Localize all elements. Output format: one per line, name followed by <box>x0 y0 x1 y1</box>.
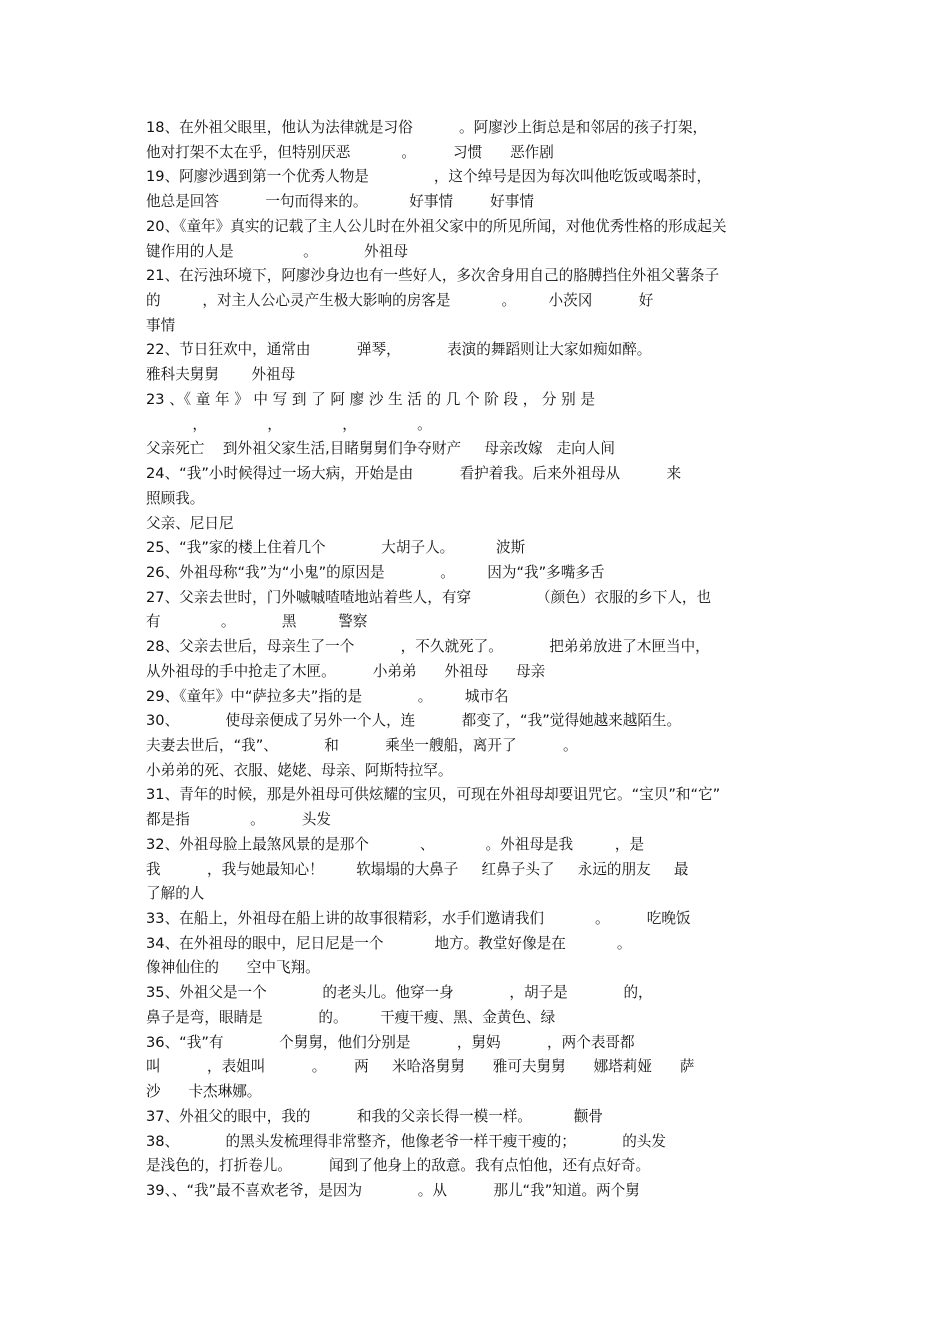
text-line: 37、外祖父的眼中，我的 和我的父亲长得一模一样。 颧骨 <box>146 1108 603 1125</box>
text-line: 他对打架不太在乎，但特别厌恶 。 习惯 恶作剧 <box>146 144 554 161</box>
text-line: 夫妻去世后，“我”、 和 乘坐一艘船，离开了 。 <box>146 737 578 754</box>
text-line: 父亲、尼日尼 <box>146 515 234 532</box>
text-line: 20、《童年》真实的记载了主人公儿时在外祖父家中的所见所闻，对他优秀性格的形成起关 <box>146 218 727 235</box>
text-line: 38、 的黑头发梳理得非常整齐，他像老爷一样干瘦干瘦的； 的头发 <box>146 1133 666 1150</box>
text-line: 36、“我”有 个舅舅，他们分别是 ，舅妈 ，两个表哥都 <box>146 1034 635 1051</box>
text-line: 事情 <box>146 317 176 334</box>
text-line: 键作用的人是 。 外祖母 <box>146 243 408 260</box>
text-line: 他总是回答 一句而得来的。 好事情 好事情 <box>146 193 534 210</box>
text-line: 22、节日狂欢中，通常由 弹琴， 表演的舞蹈则让大家如痴如醉。 <box>146 341 652 358</box>
text-line: 了解的人 <box>146 885 205 902</box>
text-line: 雅科夫舅舅 外祖母 <box>146 366 296 383</box>
text-line: 18、在外祖父眼里，他认为法律就是习俗 。阿廖沙上街总是和邻居的孩子打架， <box>146 119 708 136</box>
text-line: 21、在污浊环境下，阿廖沙身边也有一些好人，多次舍身用自己的胳膊挡住外祖父薯条子 <box>146 267 720 284</box>
text-line: 19、阿廖沙遇到第一个优秀人物是 ，这个绰号是因为每次叫他吃饭或喝茶时， <box>146 168 712 185</box>
text-line: 26、外祖母称“我”为“小鬼”的原因是 。 因为“我”多嘴多舌 <box>146 564 605 581</box>
text-line: 照顾我。 <box>146 490 205 507</box>
text-line: 34、在外祖母的眼中，尼日尼是一个 地方。教堂好像是在 。 <box>146 935 632 952</box>
text-line: 叫 ，表姐叫 。 两 米哈洛舅舅 雅可夫舅舅 娜塔莉娅 萨 <box>146 1058 695 1075</box>
text-line: 27、父亲去世时，门外嘁嘁喳喳地站着些人，有穿 （颜色）衣服的乡下人，也 <box>146 589 712 606</box>
text-line: 31、青年的时候，那是外祖母可供炫耀的宝贝，可现在外祖母却要诅咒它。“宝贝”和“它” <box>146 786 721 803</box>
text-line: 是浅色的，打折卷儿。 闻到了他身上的敌意。我有点怕他，还有点好奇。 <box>146 1157 651 1174</box>
text-line: 35、外祖父是一个 的老头儿。他穿一身 ，胡子是 的， <box>146 984 653 1001</box>
text-line: 父亲死亡 到外祖父家生活,目睹舅舅们争夺财产 母亲改嫁 走向人间 <box>146 440 615 457</box>
text-line: 28、父亲去世后，母亲生了一个 ，不久就死了。 把弟弟放进了木匣当中， <box>146 638 710 655</box>
text-line: 25、“我”家的楼上住着几个 大胡子人。 波斯 <box>146 539 526 556</box>
text-line: 沙 卡杰琳娜。 <box>146 1083 262 1100</box>
text-line: 30、 使母亲便成了另外一个人，连 都变了，“我”觉得她越来越陌生。 <box>146 712 682 729</box>
text-line: 23 、《 童 年 》 中 写 到 了 阿 廖 沙 生 活 的 几 个 阶 段 ， 分 别 是 <box>146 391 595 408</box>
text-line: 像神仙住的 空中飞翔。 <box>146 959 320 976</box>
text-line: 都是指 。 头发 <box>146 811 331 828</box>
text-line: ， ， ， 。 <box>146 416 432 433</box>
text-line: 我 ，我与她最知心！ 软塌塌的大鼻子 红鼻子头了 永远的朋友 最 <box>146 861 689 878</box>
text-line: 鼻子是弯，眼睛是 的。 干瘦干瘦、黑、金黄色、绿 <box>146 1009 556 1026</box>
text-line: 从外祖母的手中抢走了木匣。 小弟弟 外祖母 母亲 <box>146 663 546 680</box>
text-line: 24、“我”小时候得过一场大病，开始是由 看护着我。后来外祖母从 来 <box>146 465 682 482</box>
text-line: 的 ，对主人公心灵产生极大影响的房客是 。 小茨冈 好 <box>146 292 654 309</box>
text-line: 33、在船上，外祖母在船上讲的故事很精彩，水手们邀请我们 。 吃晚饭 <box>146 910 691 927</box>
text-line: 29、《童年》中“萨拉多夫”指的是 。 城市名 <box>146 688 509 705</box>
text-line: 有 。 黑 警察 <box>146 613 368 630</box>
text-line: 小弟弟的死、衣服、姥姥、母亲、阿斯特拉罕。 <box>146 762 453 779</box>
text-line: 39、、“我”最不喜欢老爷，是因为 。从 那儿“我”知道。两个舅 <box>146 1182 640 1199</box>
text-line: 32、外祖母脸上最煞风景的是那个 、 。外祖母是我 ，是 <box>146 836 645 853</box>
